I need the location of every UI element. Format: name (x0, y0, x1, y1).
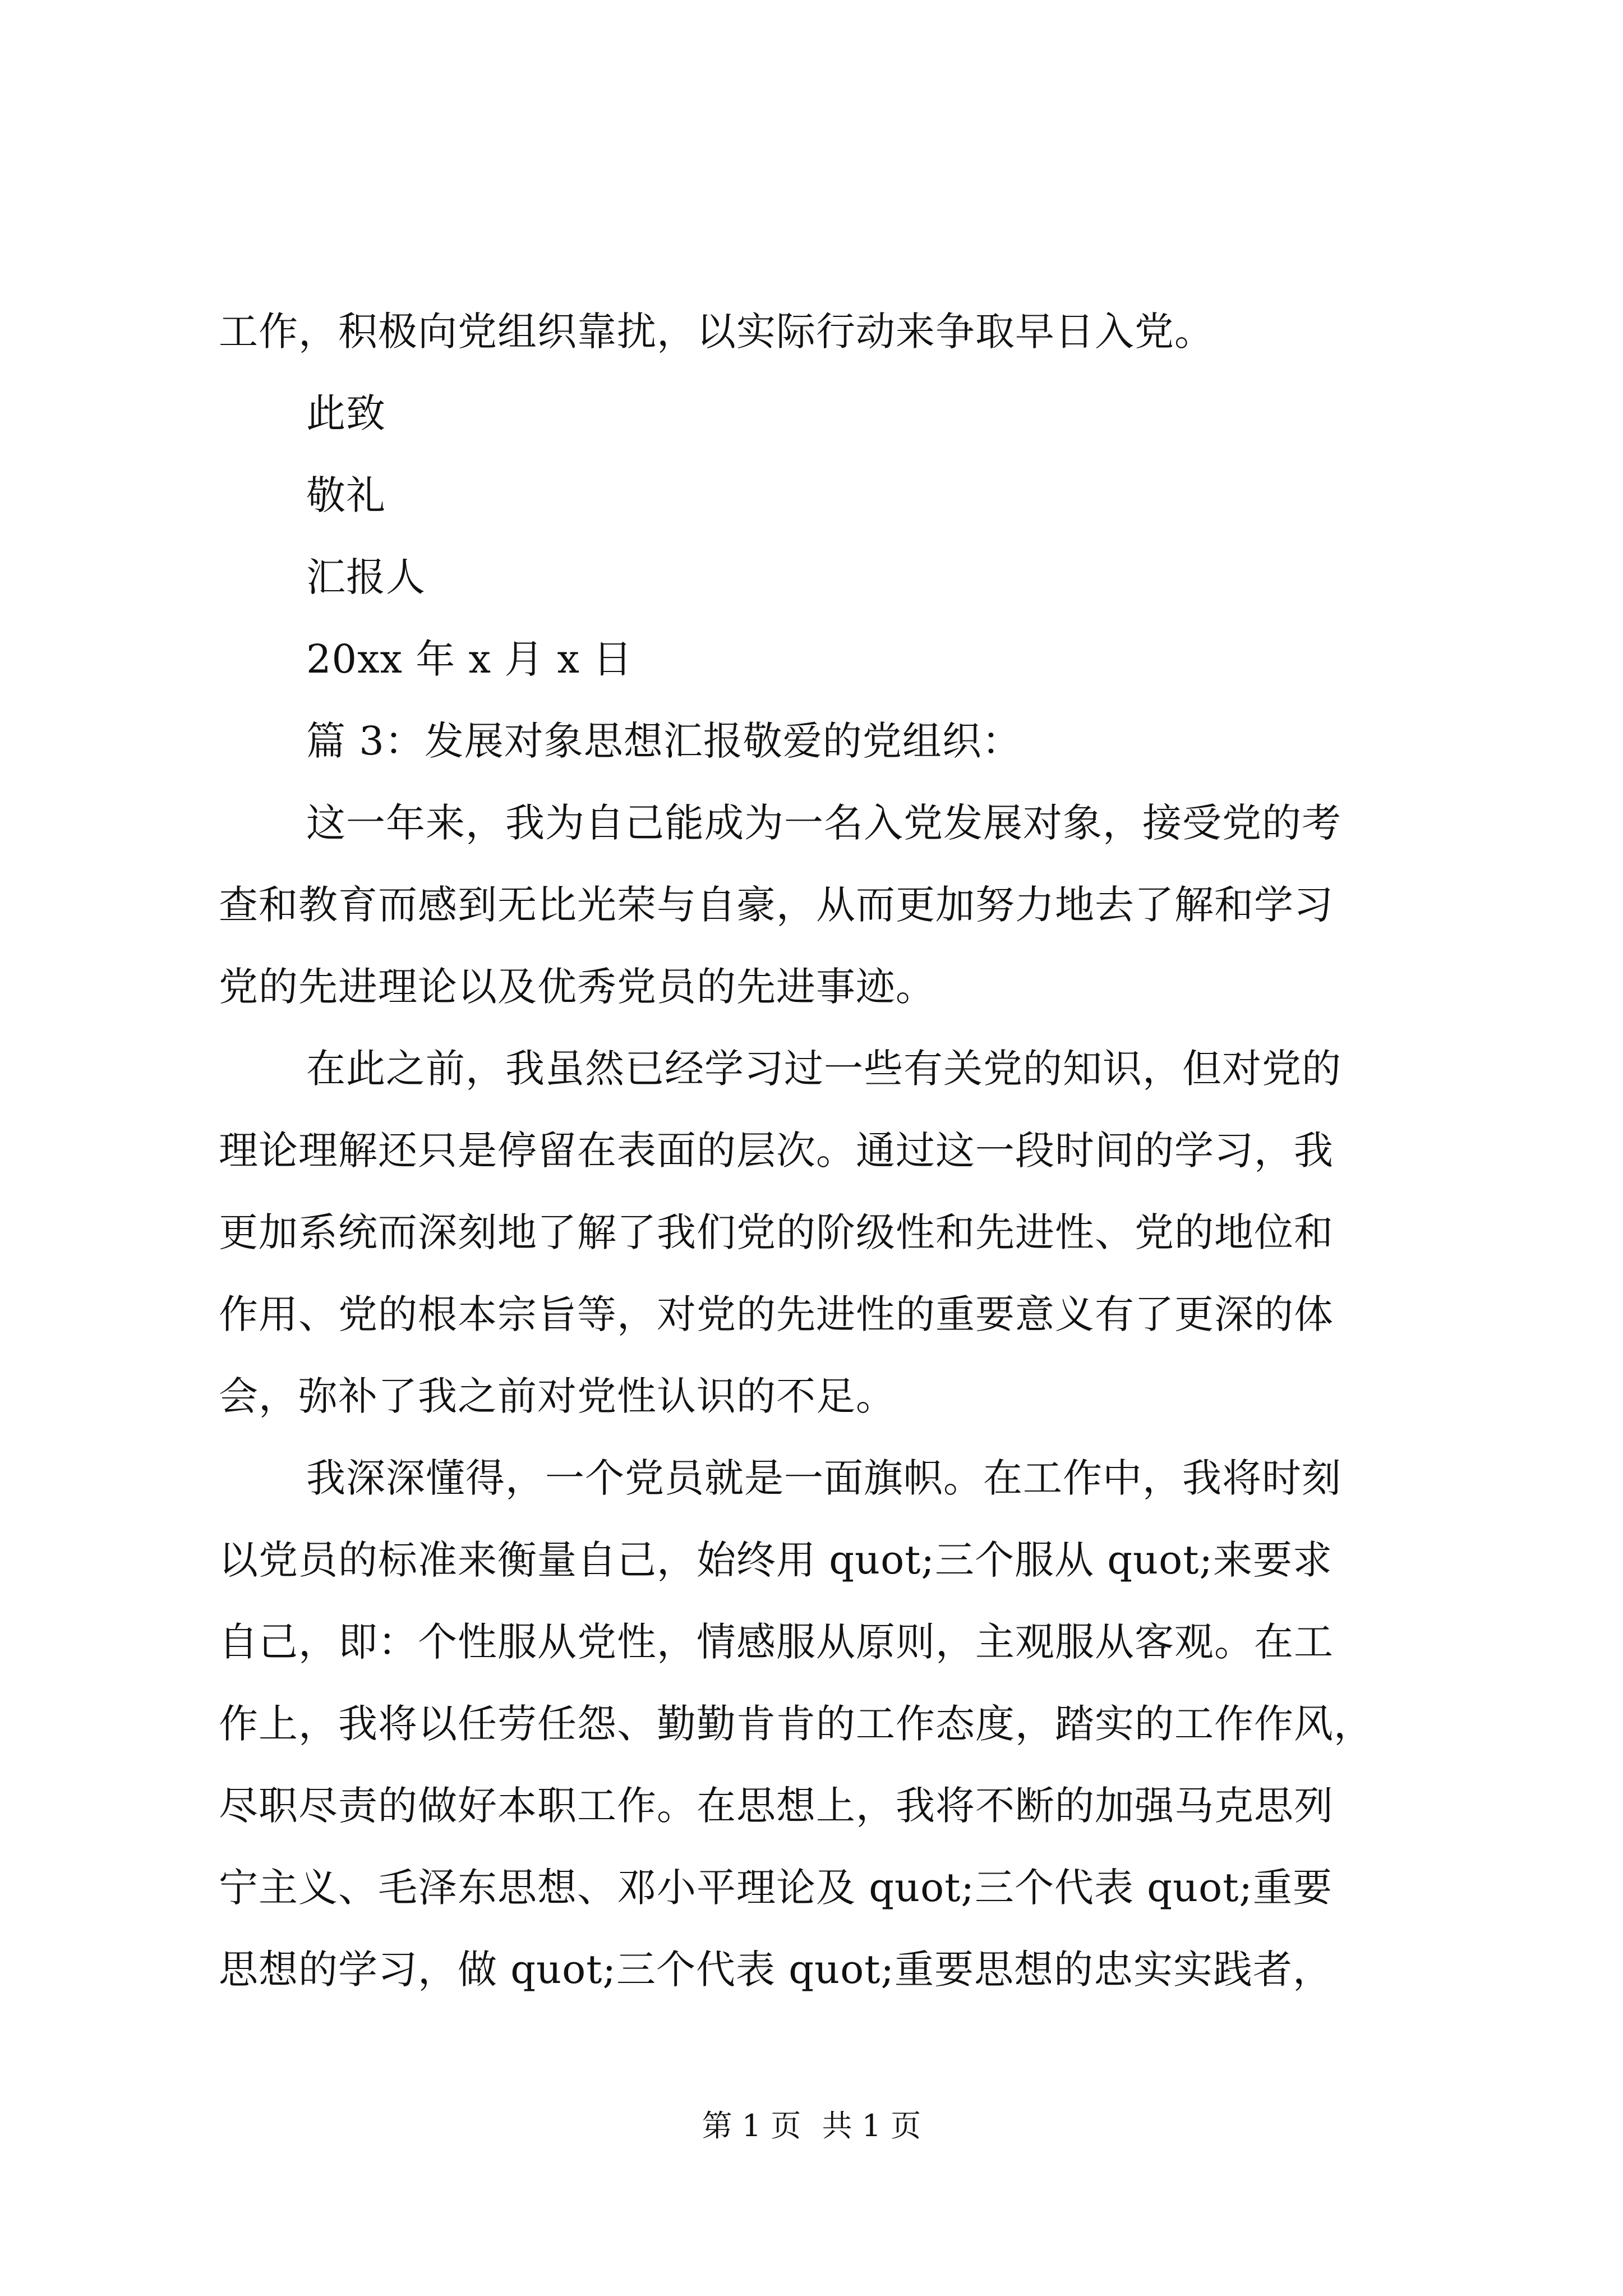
text-line: 以党员的标准来衡量自己，始终用 quot;三个服从 quot;来要求 (219, 1537, 1333, 1583)
section-heading: 篇 3：发展对象思想汇报敬爱的党组织： (306, 718, 1022, 764)
text-line: 工作，积极向党组织靠扰，以实际行动来争取早日入党。 (219, 309, 1214, 355)
text-line: 尽职尽责的做好本职工作。在思想上，我将不断的加强马克思列 (219, 1783, 1334, 1829)
closing-regards-line: 敬礼 (306, 472, 386, 518)
text-line: 作用、党的根本宗旨等，对党的先进性的重要意义有了更深的体 (219, 1291, 1334, 1337)
text-line: 宁主义、毛泽东思想、邓小平理论及 quot;三个代表 quot;重要 (219, 1865, 1333, 1911)
text-line: 更加系统而深刻地了解了我们党的阶级性和先进性、党的地位和 (219, 1209, 1334, 1255)
text-line: 在此之前，我虽然已经学习过一些有关党的知识，但对党的 (306, 1046, 1341, 1092)
text-line: 查和教育而感到无比光荣与自豪，从而更加努力地去了解和学习 (219, 882, 1334, 928)
closing-salutation-line: 此致 (306, 390, 386, 436)
page-footer (0, 2106, 1623, 2146)
text-line: 党的先进理论以及优秀党员的先进事迹。 (219, 964, 935, 1010)
document-body (219, 291, 1413, 2010)
page-total: 共 1 页 (822, 2108, 921, 2143)
reporter-label: 汇报人 (306, 554, 426, 600)
text-line: 作上，我将以任劳任怨、勤勤肯肯的工作态度，踏实的工作作风， (219, 1701, 1373, 1747)
text-line: 我深深懂得，一个党员就是一面旗帜。在工作中，我将时刻 (306, 1455, 1341, 1501)
text-line: 这一年来，我为自己能成为一名入党发展对象，接受党的考 (306, 800, 1341, 846)
text-line: 自己，即：个性服从党性，情感服从原则，主观服从客观。在工 (219, 1619, 1334, 1665)
text-line: 思想的学习，做 quot;三个代表 quot;重要思想的忠实实践者， (219, 1947, 1333, 1993)
page-number: 第 1 页 (702, 2108, 801, 2143)
text-line: 会，弥补了我之前对党性认识的不足。 (219, 1373, 896, 1419)
date-line: 20xx 年 x 月 x 日 (306, 636, 633, 682)
text-line: 理论理解还只是停留在表面的层次。通过这一段时间的学习，我 (219, 1128, 1334, 1174)
